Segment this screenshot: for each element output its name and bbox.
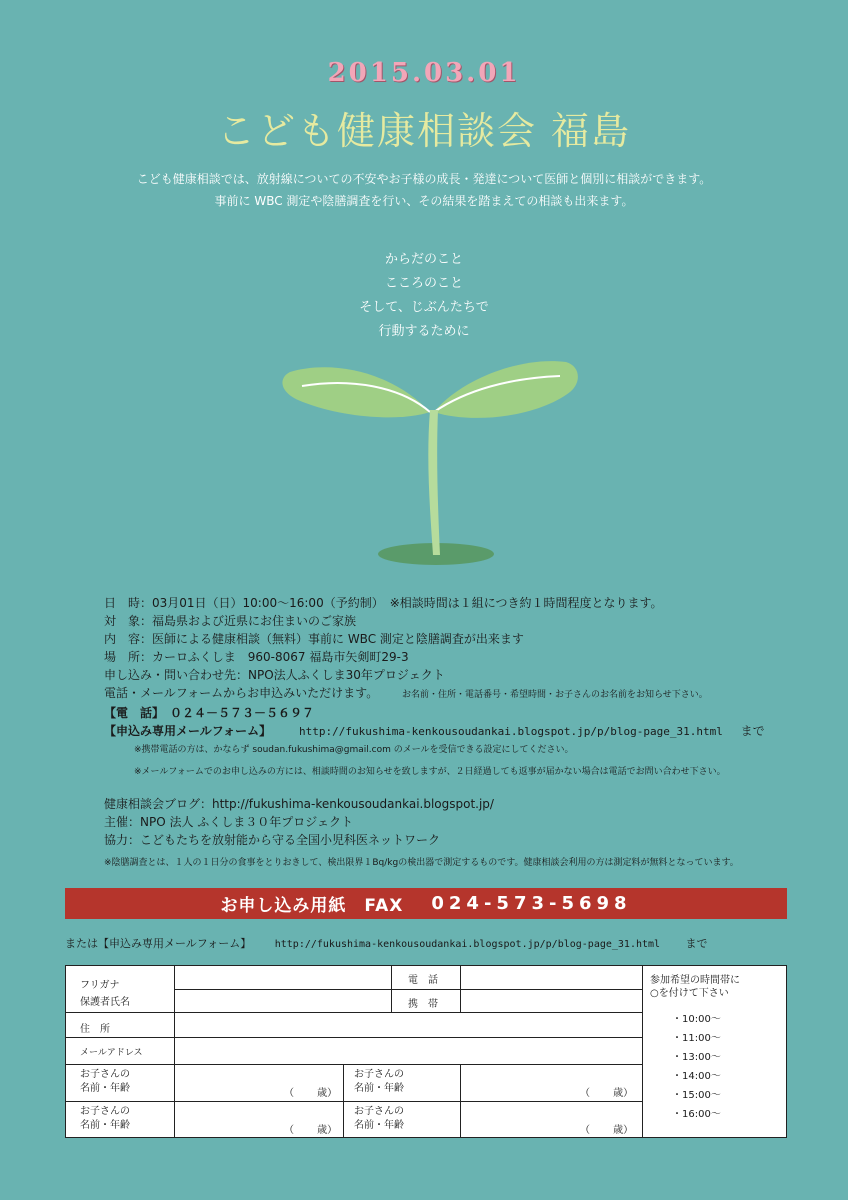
phone-field[interactable] bbox=[462, 968, 640, 988]
child-1-age[interactable]: （ 歳） bbox=[284, 1088, 338, 1099]
alt-apply-line bbox=[65, 935, 708, 951]
guardian-name-label: 保護者氏名 bbox=[80, 997, 130, 1008]
fax-number: 024-573-5698 bbox=[431, 893, 632, 914]
time-slot[interactable]: ・13:00～ bbox=[672, 1052, 721, 1063]
child-4-age[interactable]: （ 歳） bbox=[580, 1125, 634, 1136]
child-label-line: お子さんの bbox=[354, 1106, 404, 1117]
address-field[interactable] bbox=[176, 1014, 640, 1036]
alt-suffix: まで bbox=[685, 937, 708, 950]
child-label-line: 名前・年齢 bbox=[354, 1120, 404, 1131]
child-3-age[interactable]: （ 歳） bbox=[284, 1125, 338, 1136]
child-2-age[interactable]: （ 歳） bbox=[580, 1088, 634, 1099]
email-label: メールアドレス bbox=[80, 1048, 143, 1058]
footnote: ※陰膳調査とは、１人の１日分の食事をとりおきして、検出限界１Bq/kgの検出器で測定するものです。健康相談会利用の方は測定料が無料となっています。 bbox=[104, 858, 739, 868]
time-header bbox=[650, 974, 740, 1000]
fax-label: お申し込み用紙 FAX bbox=[220, 896, 404, 916]
poem-line: こころのこと bbox=[384, 276, 463, 291]
child-label-line: お子さんの bbox=[354, 1069, 404, 1080]
child-1-label bbox=[80, 1068, 130, 1096]
detail-place: 場 所：カーロふくしま 960-8067 福島市矢剣町29-3 bbox=[104, 650, 409, 664]
mobile-field[interactable] bbox=[462, 991, 640, 1011]
child-4-label bbox=[354, 1105, 404, 1133]
time-slot-list bbox=[672, 1010, 721, 1124]
page-title: こども健康相談会 福島 bbox=[216, 109, 632, 153]
apply-text: 電話・メールフォームからお申込みいただけます。 bbox=[104, 686, 379, 700]
address-label: 住 所 bbox=[80, 1024, 110, 1035]
detail-contact: 申し込み・問い合わせ先：NPO法人ふくしま30年プロジェクト bbox=[104, 668, 445, 682]
mailform-suffix: まで bbox=[740, 724, 765, 738]
stem-icon bbox=[428, 410, 440, 555]
detail-blog[interactable]: 健康相談会ブログ：http://fukushima-kenkousoudankai.blogspot.jp/ bbox=[104, 797, 494, 811]
apply-note: お名前・住所・電話番号・希望時間・お子さんのお名前をお知らせ下さい。 bbox=[402, 690, 708, 700]
intro-line: 事前に WBC 測定や陰膳調査を行い、その結果を踏まえての相談も出来ます。 bbox=[214, 194, 634, 208]
mailform-label: 【申込み専用メールフォーム】 bbox=[104, 724, 272, 738]
time-slot[interactable]: ・15:00～ bbox=[672, 1090, 721, 1101]
event-details bbox=[104, 594, 824, 849]
alt-link[interactable]: http://fukushima-kenkousoudankai.blogspot.jp/p/blog-page_31.html bbox=[274, 939, 661, 950]
mobile-label: 携 帯 bbox=[408, 999, 438, 1010]
child-3-label bbox=[80, 1105, 130, 1133]
detail-support: 協力：こどもたちを放射能から守る全国小児科医ネットワーク bbox=[104, 833, 441, 847]
poem bbox=[0, 248, 848, 344]
time-slot[interactable]: ・16:00～ bbox=[672, 1109, 721, 1120]
time-slot[interactable]: ・14:00～ bbox=[672, 1071, 721, 1082]
detail-host: 主催：NPO 法人 ふくしま３０年プロジェクト bbox=[104, 815, 354, 829]
detail-apply bbox=[104, 684, 824, 704]
child-label-line: お子さんの bbox=[80, 1069, 130, 1080]
child-label-line: 名前・年齢 bbox=[80, 1120, 130, 1131]
note-mailform: ※メールフォームでのお申し込みの方には、相談時間のお知らせを致しますが、２日経過しても返事が届かない場合は電話でお問い合わせ下さい。 bbox=[134, 767, 726, 777]
poem-line: からだのこと bbox=[384, 252, 463, 267]
event-date: 2015.03.01 bbox=[327, 58, 521, 88]
sprout-illustration bbox=[270, 350, 590, 570]
intro-line: こども健康相談では、放射線についての不安やお子様の成長・発達について医師と個別に相談ができます。 bbox=[136, 172, 712, 186]
child-label-line: 名前・年齢 bbox=[354, 1083, 404, 1094]
left-leaf-icon bbox=[282, 367, 430, 417]
furigana-label: フリガナ bbox=[80, 980, 120, 991]
fax-banner bbox=[65, 888, 787, 919]
note-mobile: ※携帯電話の方は、かならず soudan.fukushima@gmail.com のメールを受信できる設定にしてください。 bbox=[134, 745, 574, 755]
mailform-link[interactable]: http://fukushima-kenkousoudankai.blogspot.jp/p/blog-page_31.html bbox=[299, 725, 723, 738]
detail-content: 内 容：医師による健康相談（無料）事前に WBC 測定と陰膳調査が出来ます bbox=[104, 632, 524, 646]
time-slot[interactable]: ・11:00～ bbox=[672, 1033, 721, 1044]
detail-datetime: 日 時：03月01日（日）10:00～16:00（予約制） ※相談時間は１組につき約１時間程度となります。 bbox=[104, 596, 663, 610]
time-header-line: ○を付けて下さい bbox=[650, 988, 729, 999]
poem-line: そして、じぶんたちで bbox=[359, 300, 489, 315]
intro-text bbox=[0, 168, 848, 212]
guardian-name-field[interactable] bbox=[176, 968, 390, 1012]
child-label-line: お子さんの bbox=[80, 1106, 130, 1117]
time-slot[interactable]: ・10:00～ bbox=[672, 1014, 721, 1025]
alt-prefix: または【申込み専用メールフォーム】 bbox=[65, 937, 252, 950]
detail-target: 対 象：福島県および近県にお住まいのご家族 bbox=[104, 614, 357, 628]
detail-phone: 【電 話】 ０２４－５７３－５６９７ bbox=[104, 706, 315, 720]
email-field[interactable] bbox=[176, 1039, 640, 1063]
application-form bbox=[65, 965, 787, 1138]
right-leaf-icon bbox=[434, 361, 578, 418]
poem-line: 行動するために bbox=[378, 324, 470, 339]
child-label-line: 名前・年齢 bbox=[80, 1083, 130, 1094]
detail-mailform bbox=[104, 722, 824, 741]
time-header-line: 参加希望の時間帯に bbox=[650, 975, 740, 986]
child-2-label bbox=[354, 1068, 404, 1096]
phone-label: 電 話 bbox=[408, 975, 438, 986]
